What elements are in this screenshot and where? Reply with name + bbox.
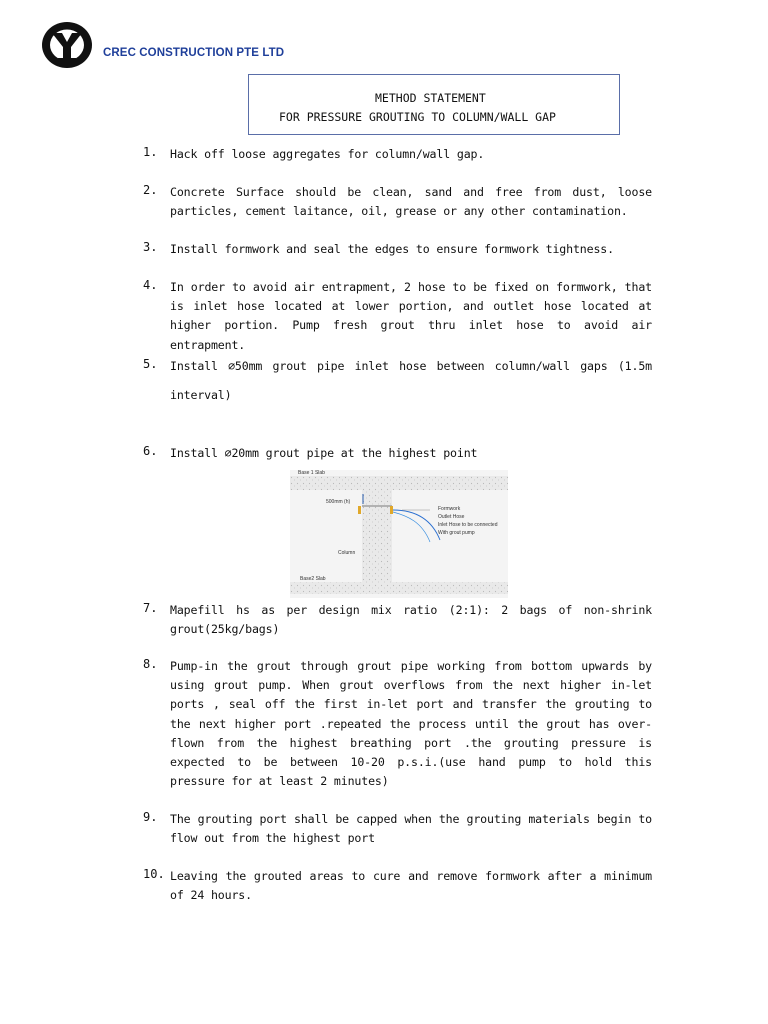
step-number: 4.	[143, 278, 158, 292]
column-label: Column	[338, 550, 356, 556]
step-number: 2.	[143, 183, 158, 197]
gap-label: 500mm (h)	[326, 499, 351, 505]
step-number: 9.	[143, 810, 158, 824]
grouting-diagram	[290, 470, 508, 598]
step-number: 3.	[143, 240, 158, 254]
legend-grout-pump: With grout pump	[438, 530, 475, 536]
document-subtitle: FOR PRESSURE GROUTING TO COLUMN/WALL GAP	[279, 110, 556, 124]
document-title: METHOD STATEMENT	[375, 91, 486, 105]
step-text: Pump-in the grout through grout pipe working from bottom upwards by using grout pump. When grout overflows from the next higher in-let ports , seal off the first in-let port and transfer the grouting to the next higher port .repeated the process until the grout has over-flown from the highest breathing port .the grouting pressure is expected to be between 10-20 p.s.i.(use hand pump to hold this pressure for at least 2 minutes)	[170, 659, 652, 789]
step-text: In order to avoid air entrapment, 2 hose to be fixed on formwork, that is inlet hose located at lower portion, and outlet hose located at higher portion. Pump fresh grout thru inlet hose to avoid air entrapment.	[170, 280, 652, 352]
company-logo	[40, 20, 94, 70]
step-number: 8.	[143, 657, 158, 671]
legend-outlet-hose: Outlet Hose	[438, 514, 465, 520]
step-number: 10.	[143, 867, 165, 881]
formwork-right	[390, 506, 393, 514]
step-text: Install formwork and seal the edges to ensure formwork tightness.	[170, 242, 614, 256]
step-number: 6.	[143, 444, 158, 458]
bottom-slab-label: Base2 Slab	[300, 576, 326, 582]
step-number: 1.	[143, 145, 158, 159]
legend-formwork: Formwork	[438, 506, 461, 512]
step-text: Install ∅50mm grout pipe inlet hose between column/wall gaps (1.5m interval)	[170, 359, 652, 402]
legend-inlet-hose: Inlet Hose to be connected	[438, 522, 498, 528]
top-slab-label: Base 1 Slab	[298, 470, 325, 476]
step-text: Hack off loose aggregates for column/wall gap.	[170, 147, 485, 161]
formwork-left	[358, 506, 361, 514]
step-number: 5.	[143, 357, 158, 371]
step-text: Install ∅20mm grout pipe at the highest point	[170, 446, 478, 460]
step-number: 7.	[143, 601, 158, 615]
step-text: Concrete Surface should be clean, sand and free from dust, loose particles, cement laitance, oil, grease or any other contamination.	[170, 185, 652, 219]
bottom-slab	[290, 582, 508, 594]
document-title-box	[248, 74, 620, 135]
step-text: Mapefill hs as per design mix ratio (2:1): 2 bags of non-shrink grout(25kg/bags)	[170, 603, 652, 637]
top-slab	[290, 476, 508, 490]
step-text: Leaving the grouted areas to cure and remove formwork after a minimum of 24 hours.	[170, 869, 652, 903]
column	[362, 490, 392, 582]
step-text: The grouting port shall be capped when the grouting materials begin to flow out from the highest port	[170, 812, 652, 846]
company-name: CREC CONSTRUCTION PTE LTD	[103, 47, 285, 59]
